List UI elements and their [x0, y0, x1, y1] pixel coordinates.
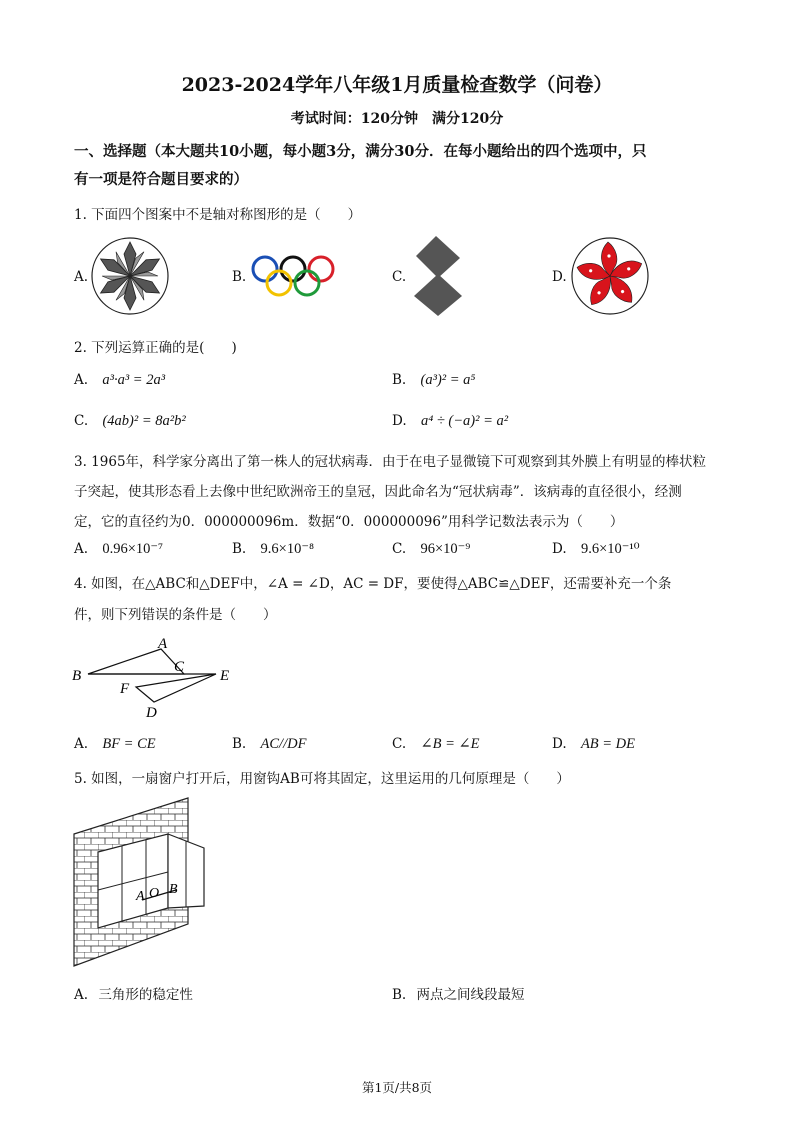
q4-option-a [74, 736, 156, 753]
q4-option-c [392, 736, 480, 753]
section-heading-line2: 有一项是符合题目要求的） [74, 171, 248, 188]
q1-figure-d-bauhinia-flower [570, 236, 650, 316]
q2-stem: 2. 下列运算正确的是( ) [74, 340, 237, 356]
q5-option-b [392, 983, 525, 1003]
q1-figure-b-olympic-rings [250, 254, 336, 300]
q1-option-a-label: A. [74, 269, 89, 285]
q4-stem-line1: 4. 如图，在△ABC和△DEF中，∠A = ∠D，AC = DF，要使得△ABC≌△DEF，还需要补充一个条 [74, 576, 672, 592]
q5-window-figure [70, 796, 210, 970]
q2-option-a-label: A. [74, 372, 89, 388]
q5-option-a-text: 三角形的稳定性 [98, 987, 193, 1003]
q1-option-b-label: B. [232, 269, 247, 285]
section-heading-line1: 一、选择题（本大题共10小题，每小题3分，满分30分．在每小题给出的四个选项中，只 [74, 143, 647, 160]
q1-stem: 1. 下面四个图案中不是轴对称图形的是（ ） [74, 207, 362, 223]
q2-option-b [392, 372, 475, 389]
q4-label-c: C [174, 659, 185, 675]
page-title: 2023-2024学年八年级1月质量检查数学（问卷） [181, 74, 613, 96]
q4-option-b-expr: AC//DF [260, 736, 307, 752]
q2-option-d-expr: a⁴ ÷ (−a)² = a² [420, 413, 509, 429]
q2-option-a [74, 372, 165, 389]
page-footer: 第1页/共8页 [361, 1080, 433, 1095]
q3-option-c [392, 541, 470, 558]
q4-option-b-label: B. [232, 736, 247, 752]
q5-label-b: B [169, 882, 178, 897]
q1-option-d-label: D. [552, 269, 567, 285]
q3-option-d-expr: 9.6×10⁻¹⁰ [580, 541, 640, 557]
q2-option-d [392, 413, 508, 430]
q4-label-a: A [158, 636, 168, 652]
q4-label-f: F [120, 681, 130, 697]
q2-option-c-expr: (4ab)² = 8a²b² [102, 413, 186, 429]
q4-stem-line2: 件，则下列错误的条件是（ ） [74, 607, 277, 623]
q4-label-d: D [146, 705, 157, 721]
q5-stem: 5. 如图，一扇窗户打开后，用窗钩AB可将其固定，这里运用的几何原理是（ ） [74, 771, 570, 787]
q1-option-c-label: C. [392, 269, 407, 285]
q3-stem-line3: 定，它的直径约为0．000000096m．数据“0．000000096”用科学记数法表示为（ ） [74, 514, 624, 530]
q4-triangle-figure [66, 632, 246, 722]
q2-option-a-expr: a³·a³ = 2a³ [102, 372, 166, 388]
q2-option-c [74, 413, 186, 430]
q5-option-a-label: A. [74, 987, 89, 1003]
q5-label-o: O [149, 886, 160, 901]
q3-option-c-label: C. [392, 541, 407, 557]
q3-option-d-label: D. [552, 541, 567, 557]
q3-stem-line2: 子突起，使其形态看上去像中世纪欧洲帝王的皇冠，因此命名为“冠状病毒”．该病毒的直径很小，经测 [74, 484, 682, 500]
q3-stem-line1: 3. 1965年，科学家分离出了第一株人的冠状病毒．由于在电子显微镜下可观察到其外膜上有明显的棒状粒 [74, 454, 707, 470]
q4-label-b: B [72, 668, 82, 684]
q2-option-d-label: D. [392, 413, 407, 429]
q3-option-a [74, 541, 163, 558]
q3-option-a-label: A. [74, 541, 89, 557]
q3-option-b-label: B. [232, 541, 247, 557]
q5-option-a [74, 983, 193, 1003]
q2-option-b-expr: (a³)² = a⁵ [420, 372, 476, 388]
q1-figure-c-diamonds [410, 234, 466, 318]
q4-option-d [552, 736, 635, 753]
q2-option-b-label: B. [392, 372, 407, 388]
q4-option-b [232, 736, 306, 753]
q4-option-d-expr: AB = DE [580, 736, 636, 752]
q5-option-b-text: 两点之间线段最短 [416, 987, 525, 1003]
q4-label-e: E [220, 668, 230, 684]
q3-option-b [232, 541, 314, 558]
q3-option-b-expr: 9.6×10⁻⁸ [260, 541, 315, 557]
q4-option-c-label: C. [392, 736, 407, 752]
exam-info: 考试时间：120分钟 满分120分 [290, 111, 504, 127]
q3-option-c-expr: 96×10⁻⁹ [420, 541, 471, 557]
q5-option-b-label: B. [392, 987, 407, 1003]
q3-option-a-expr: 0.96×10⁻⁷ [102, 541, 164, 557]
q2-option-c-label: C. [74, 413, 89, 429]
q3-option-d [552, 541, 640, 558]
q4-option-d-label: D. [552, 736, 567, 752]
q1-figure-a-pinwheel [90, 236, 170, 316]
q4-option-c-expr: ∠B = ∠E [420, 736, 480, 752]
q5-label-a: A [136, 889, 145, 904]
q4-option-a-expr: BF = CE [102, 736, 156, 752]
q4-option-a-label: A. [74, 736, 89, 752]
